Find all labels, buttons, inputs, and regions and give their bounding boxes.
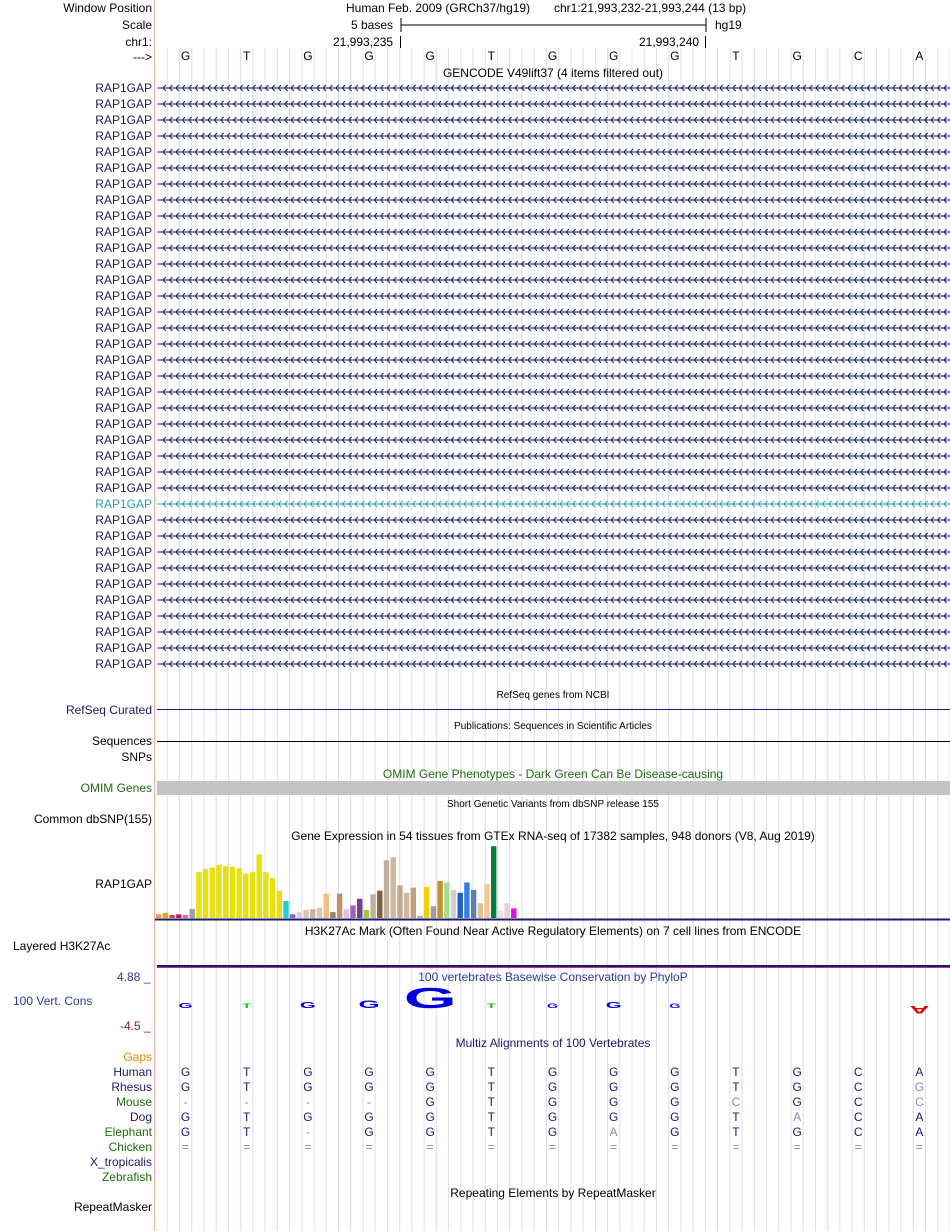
gtex-track-label[interactable]: RAP1GAP (95, 877, 152, 891)
multiz-base: = (304, 1140, 312, 1154)
gencode-transcript[interactable] (157, 451, 950, 461)
gencode-item-label[interactable]: RAP1GAP (95, 433, 152, 447)
gencode-transcript[interactable] (157, 531, 950, 541)
gtex-tissue-bar (384, 860, 389, 918)
refseq-track-title: RefSeq genes from NCBI (496, 690, 610, 701)
gencode-item-label[interactable]: RAP1GAP (95, 561, 152, 575)
sequence-base: G (364, 49, 374, 63)
gencode-transcript[interactable] (157, 659, 950, 669)
gencode-item-label[interactable]: RAP1GAP (95, 273, 152, 287)
gencode-item-label[interactable]: RAP1GAP (95, 113, 152, 127)
multiz-base: T (487, 1110, 496, 1124)
gtex-tissue-bar (163, 913, 168, 918)
gencode-transcript[interactable] (157, 499, 950, 509)
multiz-base: G (792, 1125, 802, 1139)
gtex-tissue-bar (431, 906, 436, 918)
gencode-item-label[interactable]: RAP1GAP (95, 497, 152, 511)
multiz-track-title: Multiz Alignments of 100 Vertebrates (455, 1036, 651, 1050)
omim-track-title: OMIM Gene Phenotypes - Dark Green Can Be Disease-causing (382, 767, 724, 781)
multiz-base: T (487, 1095, 496, 1109)
sequence-base: A (915, 49, 924, 63)
multiz-base: T (487, 1125, 496, 1139)
tick-mark-left (400, 36, 401, 48)
multiz-base: C (853, 1110, 863, 1124)
phylop-track-label[interactable]: 100 Vert. Cons (13, 994, 93, 1008)
gencode-item-label[interactable]: RAP1GAP (95, 289, 152, 303)
multiz-base: G (608, 1110, 619, 1124)
gtex-tissue-bar (283, 901, 288, 918)
multiz-base: G (425, 1080, 435, 1094)
multiz-species-row (0, 1110, 950, 1124)
multiz-base: A (609, 1125, 618, 1139)
scale-label[interactable]: Scale (121, 18, 152, 32)
gencode-item-label[interactable]: RAP1GAP (95, 481, 152, 495)
gtex-tissue-bar (377, 891, 382, 918)
gencode-transcript[interactable] (157, 371, 950, 381)
gtex-tissue-bar (243, 874, 248, 918)
multiz-base: G (608, 1080, 619, 1094)
multiz-base: G (547, 1125, 558, 1139)
phylop-base-glyph: A (909, 1003, 930, 1016)
gencode-item-label[interactable]: RAP1GAP (95, 577, 152, 591)
gencode-item-label[interactable]: RAP1GAP (95, 417, 152, 431)
gtex-tissue-bar (364, 910, 369, 918)
sequence-base: G (608, 49, 619, 63)
multiz-base: G (547, 1110, 558, 1124)
gencode-item-label[interactable]: RAP1GAP (95, 161, 152, 175)
multiz-base: A (915, 1110, 924, 1124)
phylop-base-glyph: G (605, 1000, 622, 1011)
gtex-tissue-bar (236, 868, 241, 918)
gtex-tissue-bar (230, 867, 235, 918)
multiz-base: - (244, 1095, 249, 1109)
sequence-base: G (180, 49, 191, 63)
multiz-base: G (670, 1065, 680, 1079)
gtex-tissue-bar (263, 872, 268, 918)
phylop-base-glyph: G (669, 1003, 681, 1010)
gtex-tissue-bar (471, 890, 476, 918)
gtex-tissue-bar (444, 882, 449, 918)
gencode-item-label[interactable]: RAP1GAP (95, 241, 152, 255)
multiz-species-row (0, 1095, 950, 1109)
gtex-tissue-bar (176, 914, 181, 918)
multiz-base: = (365, 1140, 373, 1154)
multiz-base: = (854, 1140, 862, 1154)
gencode-transcript[interactable] (157, 403, 950, 413)
multiz-base: G (364, 1110, 374, 1124)
gtex-tissue-bar (397, 885, 402, 918)
gencode-item-label[interactable]: RAP1GAP (95, 257, 152, 271)
multiz-species-label[interactable]: Dog (129, 1110, 152, 1124)
multiz-base: G (547, 1080, 558, 1094)
multiz-base: T (243, 1080, 251, 1094)
multiz-base: G (303, 1110, 313, 1124)
sequence-base: T (243, 49, 251, 63)
phylop-logo[interactable] (155, 984, 950, 1020)
gencode-item-label[interactable]: RAP1GAP (95, 625, 152, 639)
gtex-tissue-bar (330, 912, 335, 918)
multiz-base: = (487, 1140, 495, 1154)
multiz-species-label[interactable]: Human (113, 1065, 152, 1079)
multiz-species-label[interactable]: Mouse (115, 1095, 152, 1109)
phylop-max-label: 4.88 _ (117, 970, 151, 984)
gtex-tissue-bar (169, 915, 174, 918)
multiz-species-row (0, 1140, 950, 1154)
refseq-track-label[interactable]: RefSeq Curated (65, 703, 152, 717)
gencode-transcript[interactable] (157, 419, 950, 429)
gtex-tissue-bar (404, 893, 409, 918)
multiz-base: G (364, 1065, 374, 1079)
gtex-tissue-bar (290, 914, 295, 918)
sequence-base: G (670, 49, 680, 63)
multiz-base: G (180, 1125, 191, 1139)
gtex-tissue-bar (511, 908, 516, 918)
phylop-base-glyph: G (178, 1000, 193, 1010)
gencode-item-label[interactable]: RAP1GAP (95, 449, 152, 463)
multiz-base: - (305, 1125, 310, 1139)
multiz-species-row (0, 1065, 950, 1079)
multiz-base: G (547, 1095, 558, 1109)
multiz-base: G (670, 1095, 680, 1109)
gencode-item-label[interactable]: RAP1GAP (95, 401, 152, 415)
multiz-base: - (183, 1095, 188, 1109)
gencode-item-label[interactable]: RAP1GAP (95, 545, 152, 559)
gtex-tissue-bar (250, 872, 255, 918)
gtex-expression-chart[interactable] (155, 843, 950, 921)
multiz-base: G (792, 1065, 802, 1079)
multiz-base: = (732, 1140, 740, 1154)
gtex-tissue-bar (223, 866, 228, 918)
multiz-species-row (0, 1170, 950, 1184)
multiz-base: = (182, 1140, 190, 1154)
multiz-base: = (671, 1140, 679, 1154)
pubs-track-label[interactable]: Sequences (91, 734, 152, 748)
multiz-base: G (364, 1080, 374, 1094)
multiz-base: C (731, 1095, 741, 1109)
gtex-tissue-bar (190, 909, 195, 918)
gencode-transcript[interactable] (157, 611, 950, 621)
position-coords[interactable]: chr1:21,993,232-21,993,244 (13 bp) (554, 1, 747, 15)
gencode-transcript[interactable] (157, 115, 950, 125)
gtex-tissue-bar (317, 908, 322, 918)
gencode-item-label[interactable]: RAP1GAP (95, 225, 152, 239)
gencode-transcript[interactable] (157, 163, 950, 173)
multiz-base: A (915, 1065, 924, 1079)
gtex-tissue-bar (310, 909, 315, 918)
gtex-tissue-bar (324, 894, 329, 918)
gencode-transcript[interactable] (157, 339, 950, 349)
multiz-base: T (243, 1125, 251, 1139)
gencode-transcript[interactable] (157, 483, 950, 493)
scale-bar (398, 15, 710, 35)
sequence-base: G (303, 49, 313, 63)
gencode-item-label[interactable]: RAP1GAP (95, 353, 152, 367)
phylop-min-label: -4.5 _ (120, 1019, 151, 1033)
gencode-transcript[interactable] (157, 435, 950, 445)
phylop-base-glyph: G (546, 1003, 559, 1010)
multiz-species-label[interactable]: X_tropicalis (89, 1155, 152, 1169)
gtex-track-title: Gene Expression in 54 tissues from GTEx RNA-seq of 17382 samples, 948 donors (V8, Aug 2019) (291, 829, 815, 843)
gtex-tissue-bar (458, 893, 463, 918)
phylop-base-glyph: G (358, 998, 380, 1011)
gtex-tissue-bar (504, 903, 509, 918)
gencode-transcript[interactable] (157, 547, 950, 557)
gencode-transcript[interactable] (157, 387, 950, 397)
gencode-transcript[interactable] (157, 179, 950, 189)
pubs-track-title: Publications: Sequences in Scientific Articles (454, 721, 652, 732)
gtex-tissue-bar (303, 910, 308, 918)
multiz-base: G (670, 1080, 680, 1094)
multiz-base: G (303, 1080, 313, 1094)
phylop-base-glyph: T (242, 1003, 252, 1010)
chrom-label: chr1: (125, 35, 152, 49)
multiz-species-row (0, 1155, 950, 1169)
gencode-item-label[interactable]: RAP1GAP (95, 529, 152, 543)
gencode-transcript[interactable] (157, 99, 950, 109)
phylop-base-glyph: G (299, 1000, 316, 1011)
multiz-base: G (792, 1080, 802, 1094)
multiz-base: G (547, 1065, 558, 1079)
gencode-item-label[interactable]: RAP1GAP (95, 321, 152, 335)
gtex-tissue-bar (498, 911, 503, 918)
h3k27ac-track-title: H3K27Ac Mark (Often Found Near Active Regulatory Elements) on 7 cell lines from ENCODE (304, 924, 802, 938)
tick-mark-right (705, 36, 706, 48)
pubs-line[interactable] (157, 741, 950, 742)
multiz-base: G (425, 1095, 435, 1109)
gencode-item-label[interactable]: RAP1GAP (95, 385, 152, 399)
multiz-base: G (180, 1065, 191, 1079)
multiz-base: C (853, 1125, 863, 1139)
multiz-base: G (608, 1065, 619, 1079)
gtex-tissue-bar (196, 872, 201, 918)
phylop-base-glyph: G (403, 984, 457, 1015)
omim-track-label[interactable]: OMIM Genes (80, 781, 152, 795)
gencode-item-label[interactable]: RAP1GAP (95, 177, 152, 191)
sequence-base: G (547, 49, 558, 63)
gtex-tissue-bar (391, 857, 396, 918)
multiz-species-row (0, 1080, 950, 1094)
phylop-base-glyph: T (486, 1003, 496, 1010)
multiz-base: G (792, 1095, 802, 1109)
gtex-tissue-bar (350, 905, 355, 918)
gtex-tissue-bar (451, 890, 456, 918)
gencode-item-label[interactable]: RAP1GAP (95, 369, 152, 383)
multiz-base: = (548, 1140, 556, 1154)
gencode-transcript[interactable] (157, 643, 950, 653)
multiz-base: = (793, 1140, 801, 1154)
gencode-item-label[interactable]: RAP1GAP (95, 593, 152, 607)
gtex-tissue-bar (424, 887, 429, 918)
multiz-base: C (853, 1080, 863, 1094)
gtex-tissue-bar (344, 909, 349, 918)
multiz-base: G (180, 1080, 191, 1094)
gencode-item-label[interactable]: RAP1GAP (95, 513, 152, 527)
gencode-transcript[interactable] (157, 579, 950, 589)
tick-label-left: 21,993,235 (333, 35, 394, 49)
multiz-base: C (853, 1065, 863, 1079)
gtex-tissue-bar (464, 882, 469, 918)
multiz-base: G (303, 1065, 313, 1079)
multiz-species-label[interactable]: Chicken (108, 1140, 152, 1154)
gencode-transcript[interactable] (157, 627, 950, 637)
gtex-tissue-bar (203, 869, 208, 918)
gencode-item-label[interactable]: RAP1GAP (95, 641, 152, 655)
gtex-tissue-bar (277, 891, 282, 918)
gencode-item-label[interactable]: RAP1GAP (95, 209, 152, 223)
gtex-tissue-bar (216, 865, 221, 918)
dbsnp-track-label[interactable]: Common dbSNP(155) (33, 812, 152, 826)
sequence-base: G (792, 49, 802, 63)
gencode-transcript[interactable] (157, 131, 950, 141)
multiz-base: A (915, 1125, 924, 1139)
refseq-gene-line[interactable] (157, 709, 950, 710)
gencode-item-label[interactable]: RAP1GAP (95, 337, 152, 351)
gtex-tissue-bar (370, 894, 375, 918)
multiz-species-label[interactable]: Elephant (104, 1125, 152, 1139)
gencode-item-label[interactable]: RAP1GAP (95, 81, 152, 95)
multiz-base: - (367, 1095, 372, 1109)
label-column-separator (154, 0, 155, 1231)
gencode-transcript[interactable] (157, 291, 950, 301)
gencode-item-label[interactable]: RAP1GAP (95, 609, 152, 623)
multiz-base: T (243, 1110, 251, 1124)
multiz-base: G (364, 1125, 374, 1139)
gencode-transcript[interactable] (157, 243, 950, 253)
window-position-label: Window Position (63, 1, 152, 15)
h3k27ac-baseline (157, 965, 950, 968)
multiz-species-label[interactable]: Rhesus (111, 1080, 152, 1094)
multiz-base: G (180, 1110, 191, 1124)
multiz-base: = (243, 1140, 251, 1154)
gencode-item-label[interactable]: RAP1GAP (95, 129, 152, 143)
gencode-transcript[interactable] (157, 147, 950, 157)
omim-gene-bar[interactable] (157, 781, 950, 795)
multiz-gaps-label[interactable]: Gaps (123, 1050, 152, 1064)
multiz-base: G (425, 1065, 435, 1079)
repeatmasker-track-label[interactable]: RepeatMasker (73, 1200, 152, 1214)
gencode-transcript[interactable] (157, 307, 950, 317)
gencode-transcript[interactable] (157, 355, 950, 365)
gencode-transcript[interactable] (157, 211, 950, 221)
multiz-base: T (732, 1080, 740, 1094)
gencode-item-label[interactable]: RAP1GAP (95, 145, 152, 159)
multiz-base: - (305, 1095, 310, 1109)
gencode-track-title: GENCODE V49lift37 (4 items filtered out) (442, 66, 664, 80)
gtex-tissue-bar (417, 916, 422, 918)
multiz-base: A (793, 1110, 802, 1124)
multiz-base: G (425, 1110, 435, 1124)
phylop-track-title: 100 vertebrates Basewise Conservation by PhyloP (418, 970, 688, 984)
multiz-base: T (732, 1110, 740, 1124)
h3k27ac-track-label[interactable]: Layered H3K27Ac (13, 939, 111, 953)
gtex-tissue-bar (478, 903, 483, 918)
gtex-tissue-bar (270, 878, 275, 918)
gencode-transcript[interactable] (157, 467, 950, 477)
gtex-tissue-bar (491, 846, 496, 918)
multiz-base: = (610, 1140, 618, 1154)
gtex-tissue-bar (337, 894, 342, 918)
multiz-base: T (732, 1125, 740, 1139)
gencode-item-label[interactable]: RAP1GAP (95, 193, 152, 207)
sequence-base: C (853, 49, 863, 63)
gtex-tissue-bar (183, 915, 188, 918)
gencode-transcript[interactable] (157, 227, 950, 237)
gencode-transcript[interactable] (157, 83, 950, 93)
gtex-tissue-bar (357, 899, 362, 918)
multiz-base: T (487, 1065, 496, 1079)
gencode-item-label[interactable]: RAP1GAP (95, 305, 152, 319)
multiz-base: C (853, 1095, 863, 1109)
scale-bases-text: 5 bases (351, 18, 394, 32)
gtex-tissue-bar (210, 868, 215, 918)
multiz-base: G (425, 1125, 435, 1139)
tick-label-right: 21,993,240 (639, 35, 700, 49)
multiz-base: G (914, 1080, 925, 1094)
gencode-item-label[interactable]: RAP1GAP (95, 657, 152, 671)
multiz-base: T (732, 1065, 740, 1079)
multiz-base: G (670, 1125, 680, 1139)
gencode-transcript[interactable] (157, 595, 950, 605)
snps-label[interactable]: SNPs (121, 750, 152, 764)
strand-label[interactable]: ---> (133, 50, 152, 64)
gtex-tissue-bar (257, 854, 262, 918)
multiz-species-label[interactable]: Zebrafish (101, 1170, 152, 1184)
gtex-tissue-bar (484, 884, 489, 918)
gencode-transcript[interactable] (157, 259, 950, 269)
gencode-transcript[interactable] (157, 275, 950, 285)
gencode-transcript[interactable] (157, 563, 950, 573)
gtex-tissue-bar (297, 912, 302, 918)
multiz-base: T (487, 1080, 496, 1094)
multiz-base: C (915, 1095, 924, 1109)
gtex-tissue-bar (411, 888, 416, 918)
assembly-title[interactable]: Human Feb. 2009 (GRCh37/hg19) (346, 1, 531, 15)
gencode-item-label[interactable]: RAP1GAP (95, 97, 152, 111)
multiz-base: T (243, 1065, 251, 1079)
gtex-tissue-bar (437, 881, 442, 918)
multiz-base: = (915, 1140, 923, 1154)
dbsnp-track-title: Short Genetic Variants from dbSNP release 155 (447, 799, 659, 810)
sequence-base: T (487, 49, 496, 63)
sequence-base: G (425, 49, 435, 63)
repeatmasker-track-title: Repeating Elements by RepeatMasker (450, 1186, 656, 1200)
scale-db-label: hg19 (715, 18, 742, 32)
multiz-species-row (0, 1125, 950, 1139)
gencode-transcript[interactable] (157, 323, 950, 333)
multiz-base: = (426, 1140, 434, 1154)
gtex-tissue-bar (156, 914, 161, 918)
gencode-item-label[interactable]: RAP1GAP (95, 465, 152, 479)
multiz-base: G (670, 1110, 680, 1124)
gencode-transcript[interactable] (157, 195, 950, 205)
gencode-transcript[interactable] (157, 515, 950, 525)
sequence-base: T (732, 49, 740, 63)
multiz-base: G (608, 1095, 619, 1109)
